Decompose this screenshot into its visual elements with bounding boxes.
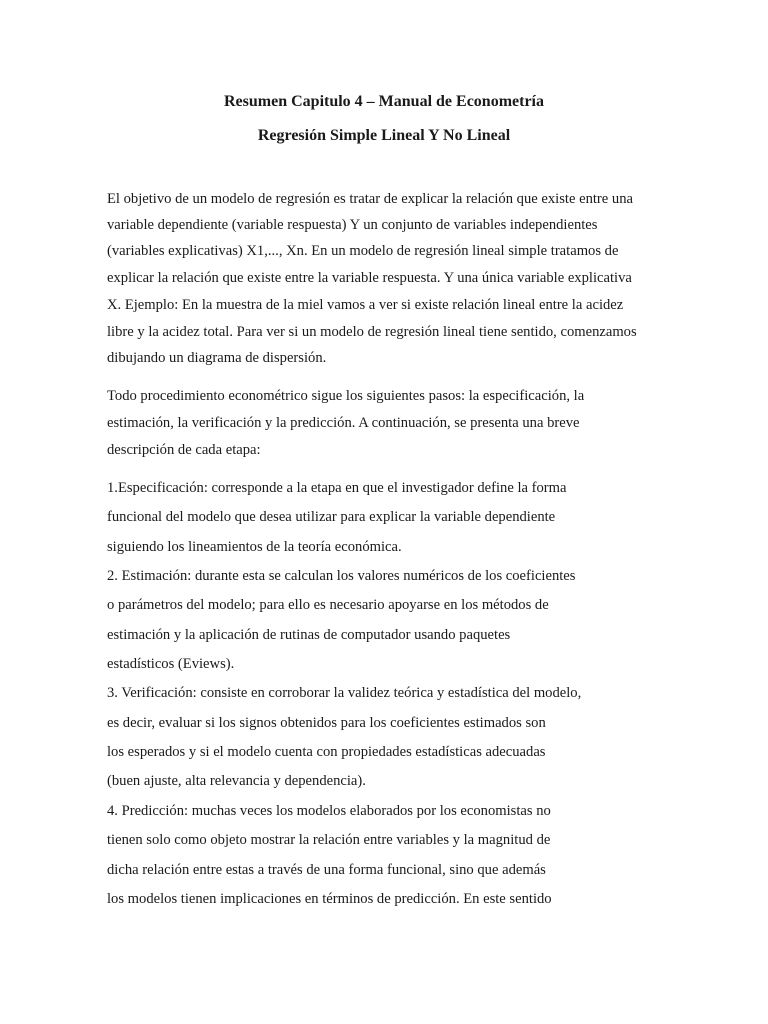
paragraph-line: funcional del modelo que desea utilizar para explicar la variable dependiente (107, 509, 556, 525)
paragraph-line: siguiendo los lineamientos de la teoría económica. (107, 539, 402, 555)
document-title: Resumen Capitulo 4 – Manual de Econometría (224, 93, 544, 110)
paragraph-line: los modelos tienen implicaciones en términos de predicción. En este sentido (107, 891, 552, 907)
paragraph-line: estimación y la aplicación de rutinas de computador usando paquetes (107, 627, 511, 643)
paragraph-line: 4. Predicción: muchas veces los modelos elaborados por los economistas no (107, 803, 551, 819)
paragraph-line: libre y la acidez total. Para ver si un modelo de regresión lineal tiene sentido, comenzamos (107, 324, 637, 340)
paragraph-line: Todo procedimiento econométrico sigue los siguientes pasos: la especificación, la (107, 388, 585, 404)
document-subtitle: Regresión Simple Lineal Y No Lineal (257, 127, 511, 144)
paragraph-line: estimación, la verificación y la predicción. A continuación, se presenta una breve (107, 415, 580, 431)
paragraph-line: tienen solo como objeto mostrar la relación entre variables y la magnitud de (107, 832, 551, 848)
paragraph-line: X. Ejemplo: En la muestra de la miel vamos a ver si existe relación lineal entre la acidez (107, 297, 624, 313)
paragraph-line: dibujando un diagrama de dispersión. (107, 350, 327, 366)
paragraph-line: dicha relación entre estas a través de una forma funcional, sino que además (107, 862, 546, 878)
paragraph-line: 3. Verificación: consiste en corroborar la validez teórica y estadística del modelo, (107, 685, 582, 701)
paragraph-line: 1.Especificación: corresponde a la etapa en que el investigador define la forma (107, 480, 567, 496)
paragraph-line: descripción de cada etapa: (107, 442, 261, 458)
paragraph-line: (variables explicativas) X1,..., Xn. En un modelo de regresión lineal simple tratamos de (107, 243, 619, 259)
paragraph-line: variable dependiente (variable respuesta) Y un conjunto de variables independientes (107, 217, 598, 233)
paragraph-line: 2. Estimación: durante esta se calculan los valores numéricos de los coeficientes (107, 568, 576, 584)
paragraph-line: El objetivo de un modelo de regresión es tratar de explicar la relación que existe entre una (107, 191, 633, 207)
paragraph-line: los esperados y si el modelo cuenta con propiedades estadísticas adecuadas (107, 744, 546, 760)
paragraph-line: es decir, evaluar si los signos obtenidos para los coeficientes estimados son (107, 715, 546, 731)
paragraph-line: explicar la relación que existe entre la variable respuesta. Y una única variable explicativa (107, 270, 632, 286)
paragraph-line: estadísticos (Eviews). (107, 656, 235, 672)
paragraph-line: o parámetros del modelo; para ello es necesario apoyarse en los métodos de (107, 597, 549, 613)
paragraph-line: (buen ajuste, alta relevancia y dependencia). (107, 773, 366, 789)
